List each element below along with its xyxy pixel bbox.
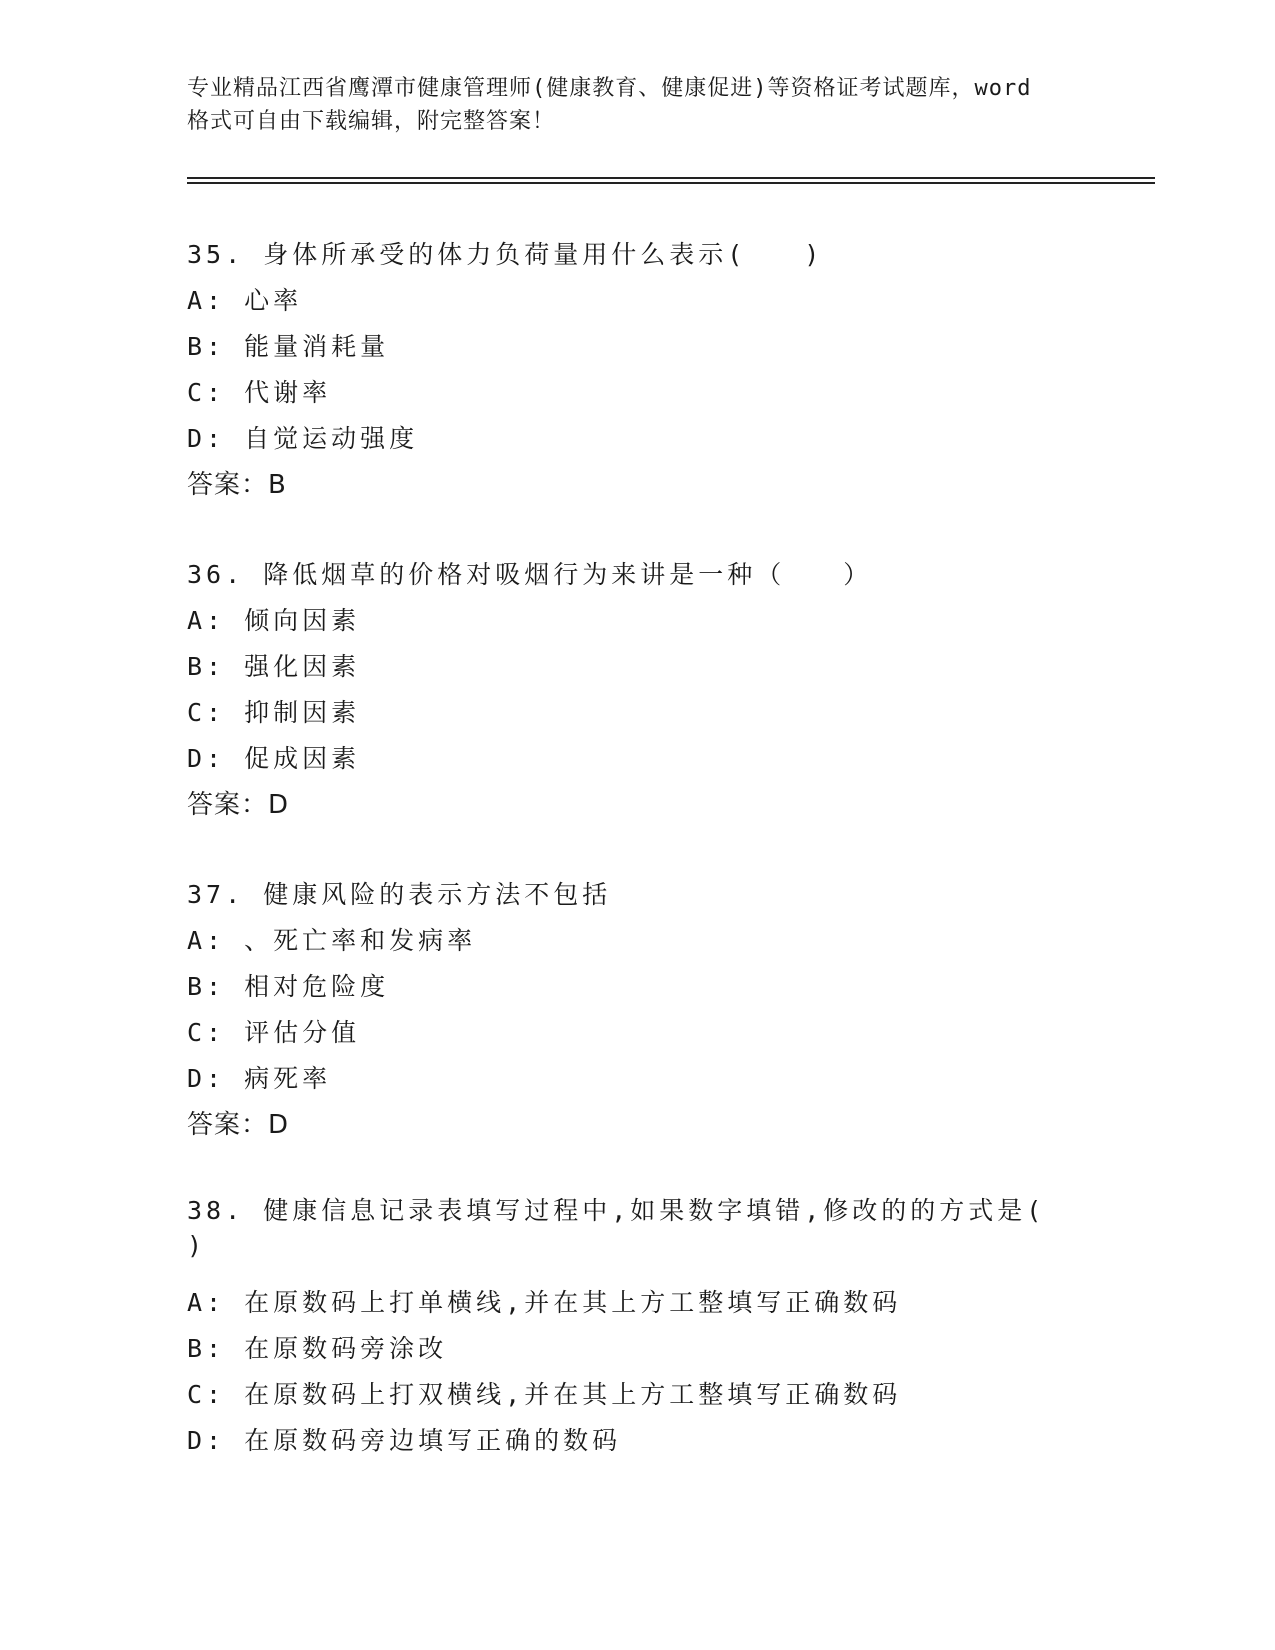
header-line-2: 格式可自由下载编辑，附完整答案！ [187, 109, 556, 134]
header-line-1: 专业精品江西省鹰潭市健康管理师(健康教育、健康促进)等资格证考试题库，word [187, 76, 1032, 101]
header-divider-bottom [187, 182, 1155, 184]
option-c: C: 在原数码上打双横线,并在其上方工整填写正确数码 [187, 1380, 902, 1409]
option-d: D: 促成因素 [187, 744, 361, 773]
option-a: A: 心率 [187, 286, 303, 315]
option-d: D: 病死率 [187, 1064, 332, 1093]
option-d: D: 在原数码旁边填写正确的数码 [187, 1426, 622, 1455]
question-stem: 37. 健康风险的表示方法不包括 [187, 880, 612, 909]
header-divider-top [187, 177, 1155, 179]
answer-label: 答案：B [187, 470, 287, 500]
document-header [187, 72, 1087, 138]
question-36 [187, 552, 1087, 828]
option-d: D: 自觉运动强度 [187, 424, 419, 453]
question-stem: 38. 健康信息记录表填写过程中,如果数字填错,修改的的方式是( [187, 1196, 1046, 1225]
option-a: A: 在原数码上打单横线,并在其上方工整填写正确数码 [187, 1288, 902, 1317]
question-stem: 36. 降低烟草的价格对吸烟行为来讲是一种（ ） [187, 560, 873, 589]
option-b: B: 在原数码旁涂改 [187, 1334, 448, 1363]
option-c: C: 评估分值 [187, 1018, 361, 1047]
question-stem-continuation: ) [187, 1231, 207, 1260]
option-b: B: 相对危险度 [187, 972, 390, 1001]
option-c: C: 抑制因素 [187, 698, 361, 727]
option-b: B: 强化因素 [187, 652, 361, 681]
option-a: A: 、死亡率和发病率 [187, 926, 477, 955]
option-a: A: 倾向因素 [187, 606, 361, 635]
question-38 [187, 1192, 1087, 1464]
answer-label: 答案：D [187, 1110, 290, 1140]
answer-label: 答案：D [187, 790, 290, 820]
question-stem: 35. 身体所承受的体力负荷量用什么表示( ) [187, 240, 824, 269]
option-c: C: 代谢率 [187, 378, 332, 407]
question-37 [187, 872, 1087, 1148]
question-35 [187, 232, 1087, 508]
option-b: B: 能量消耗量 [187, 332, 390, 361]
